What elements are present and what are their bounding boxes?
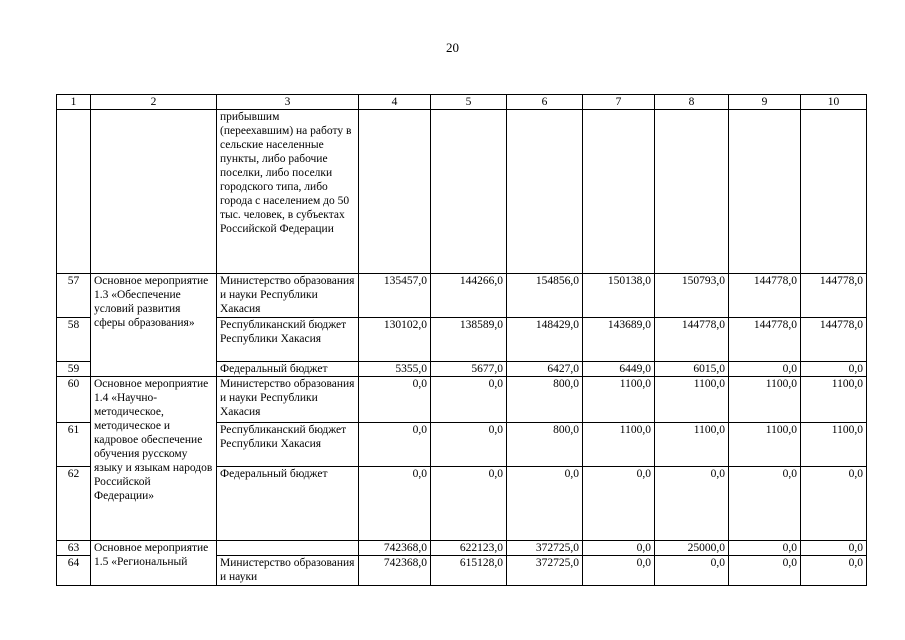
page-number: 20 [446, 40, 459, 55]
row-number-cell [57, 110, 91, 274]
value-cell: 0,0 [431, 423, 507, 467]
source-cell: прибывшим (переехавшим) на работу в сельские населенные пункты, либо рабочие поселки, либо поселки городского типа, либо города с населением до 50 тыс. человек, в субъектах Российской Федерации [217, 110, 359, 274]
row-number-cell: 58 [57, 318, 91, 362]
value-cell: 0,0 [729, 467, 801, 541]
header-cell: 3 [217, 95, 359, 110]
header-cell: 7 [583, 95, 655, 110]
row-number-cell: 64 [57, 556, 91, 586]
source-cell: Министерство образования и науки [217, 556, 359, 586]
row-number-cell: 61 [57, 423, 91, 467]
value-cell: 800,0 [507, 423, 583, 467]
row-number-cell: 57 [57, 274, 91, 318]
value-cell: 0,0 [655, 556, 729, 586]
value-cell: 742368,0 [359, 556, 431, 586]
value-cell: 0,0 [655, 467, 729, 541]
value-cell: 0,0 [729, 362, 801, 377]
source-cell: Федеральный бюджет [217, 362, 359, 377]
value-cell: 1100,0 [729, 377, 801, 423]
activity-cell [91, 110, 217, 274]
value-cell: 0,0 [583, 467, 655, 541]
value-cell: 0,0 [801, 467, 867, 541]
value-cell: 144266,0 [431, 274, 507, 318]
value-cell: 622123,0 [431, 541, 507, 556]
value-cell: 143689,0 [583, 318, 655, 362]
value-cell: 6427,0 [507, 362, 583, 377]
value-cell: 154856,0 [507, 274, 583, 318]
value-cell: 372725,0 [507, 541, 583, 556]
row-number-cell: 62 [57, 467, 91, 541]
header-cell: 10 [801, 95, 867, 110]
value-cell: 1100,0 [729, 423, 801, 467]
header-cell: 9 [729, 95, 801, 110]
value-cell: 6015,0 [655, 362, 729, 377]
value-cell: 144778,0 [655, 318, 729, 362]
value-cell: 0,0 [801, 362, 867, 377]
value-cell: 150138,0 [583, 274, 655, 318]
header-row [57, 95, 867, 110]
value-cell: 0,0 [583, 556, 655, 586]
header-cell: 6 [507, 95, 583, 110]
value-cell: 0,0 [729, 541, 801, 556]
value-cell: 6449,0 [583, 362, 655, 377]
value-cell: 742368,0 [359, 541, 431, 556]
row-number-cell: 63 [57, 541, 91, 556]
value-cell: 138589,0 [431, 318, 507, 362]
value-cell: 0,0 [801, 541, 867, 556]
value-cell: 1100,0 [583, 377, 655, 423]
activity-cell: Основное мероприятие 1.5 «Региональный [91, 541, 217, 586]
value-cell: 0,0 [359, 423, 431, 467]
header-cell: 1 [57, 95, 91, 110]
source-cell: Министерство образования и науки Республики Хакасия [217, 377, 359, 423]
value-cell: 5677,0 [431, 362, 507, 377]
header-cell: 4 [359, 95, 431, 110]
value-cell: 1100,0 [801, 423, 867, 467]
activity-cell: Основное мероприятие 1.4 «Научно-методическое, методическое и кадровое обеспечение обучения русскому языку и языкам народов Российской Федерации» [91, 377, 217, 541]
header-cell: 8 [655, 95, 729, 110]
value-cell: 0,0 [729, 556, 801, 586]
header-cell: 2 [91, 95, 217, 110]
activity-cell: Основное мероприятие 1.3 «Обеспечение условий развития сферы образования» [91, 274, 217, 377]
source-cell: Федеральный бюджет [217, 467, 359, 541]
source-cell: Министерство образования и науки Республики Хакасия [217, 274, 359, 318]
table-row [57, 377, 867, 423]
header-cell: 5 [431, 95, 507, 110]
value-cell: 150793,0 [655, 274, 729, 318]
table-row [57, 274, 867, 318]
value-cell: 135457,0 [359, 274, 431, 318]
source-cell [217, 541, 359, 556]
value-cell: 148429,0 [507, 318, 583, 362]
value-cell: 1100,0 [583, 423, 655, 467]
value-cell: 144778,0 [801, 274, 867, 318]
source-cell: Республиканский бюджет Республики Хакасия [217, 423, 359, 467]
value-cell: 615128,0 [431, 556, 507, 586]
value-cell: 1100,0 [655, 377, 729, 423]
value-cell: 800,0 [507, 377, 583, 423]
value-cell: 372725,0 [507, 556, 583, 586]
value-cell: 130102,0 [359, 318, 431, 362]
value-cell: 25000,0 [655, 541, 729, 556]
value-cell: 5355,0 [359, 362, 431, 377]
value-cell: 0,0 [507, 467, 583, 541]
row-number-cell: 59 [57, 362, 91, 377]
value-cell: 144778,0 [729, 318, 801, 362]
value-cell: 1100,0 [655, 423, 729, 467]
value-cell: 144778,0 [801, 318, 867, 362]
value-cell: 0,0 [801, 556, 867, 586]
value-cell: 144778,0 [729, 274, 801, 318]
value-cell: 1100,0 [801, 377, 867, 423]
value-cell: 0,0 [431, 467, 507, 541]
source-cell: Республиканский бюджет Республики Хакасия [217, 318, 359, 362]
budget-table [56, 94, 867, 586]
value-cell: 0,0 [359, 467, 431, 541]
value-cell: 0,0 [583, 541, 655, 556]
row-number-cell: 60 [57, 377, 91, 423]
continuation-row [57, 110, 867, 274]
value-cell: 0,0 [431, 377, 507, 423]
table-row [57, 541, 867, 556]
value-cell: 0,0 [359, 377, 431, 423]
